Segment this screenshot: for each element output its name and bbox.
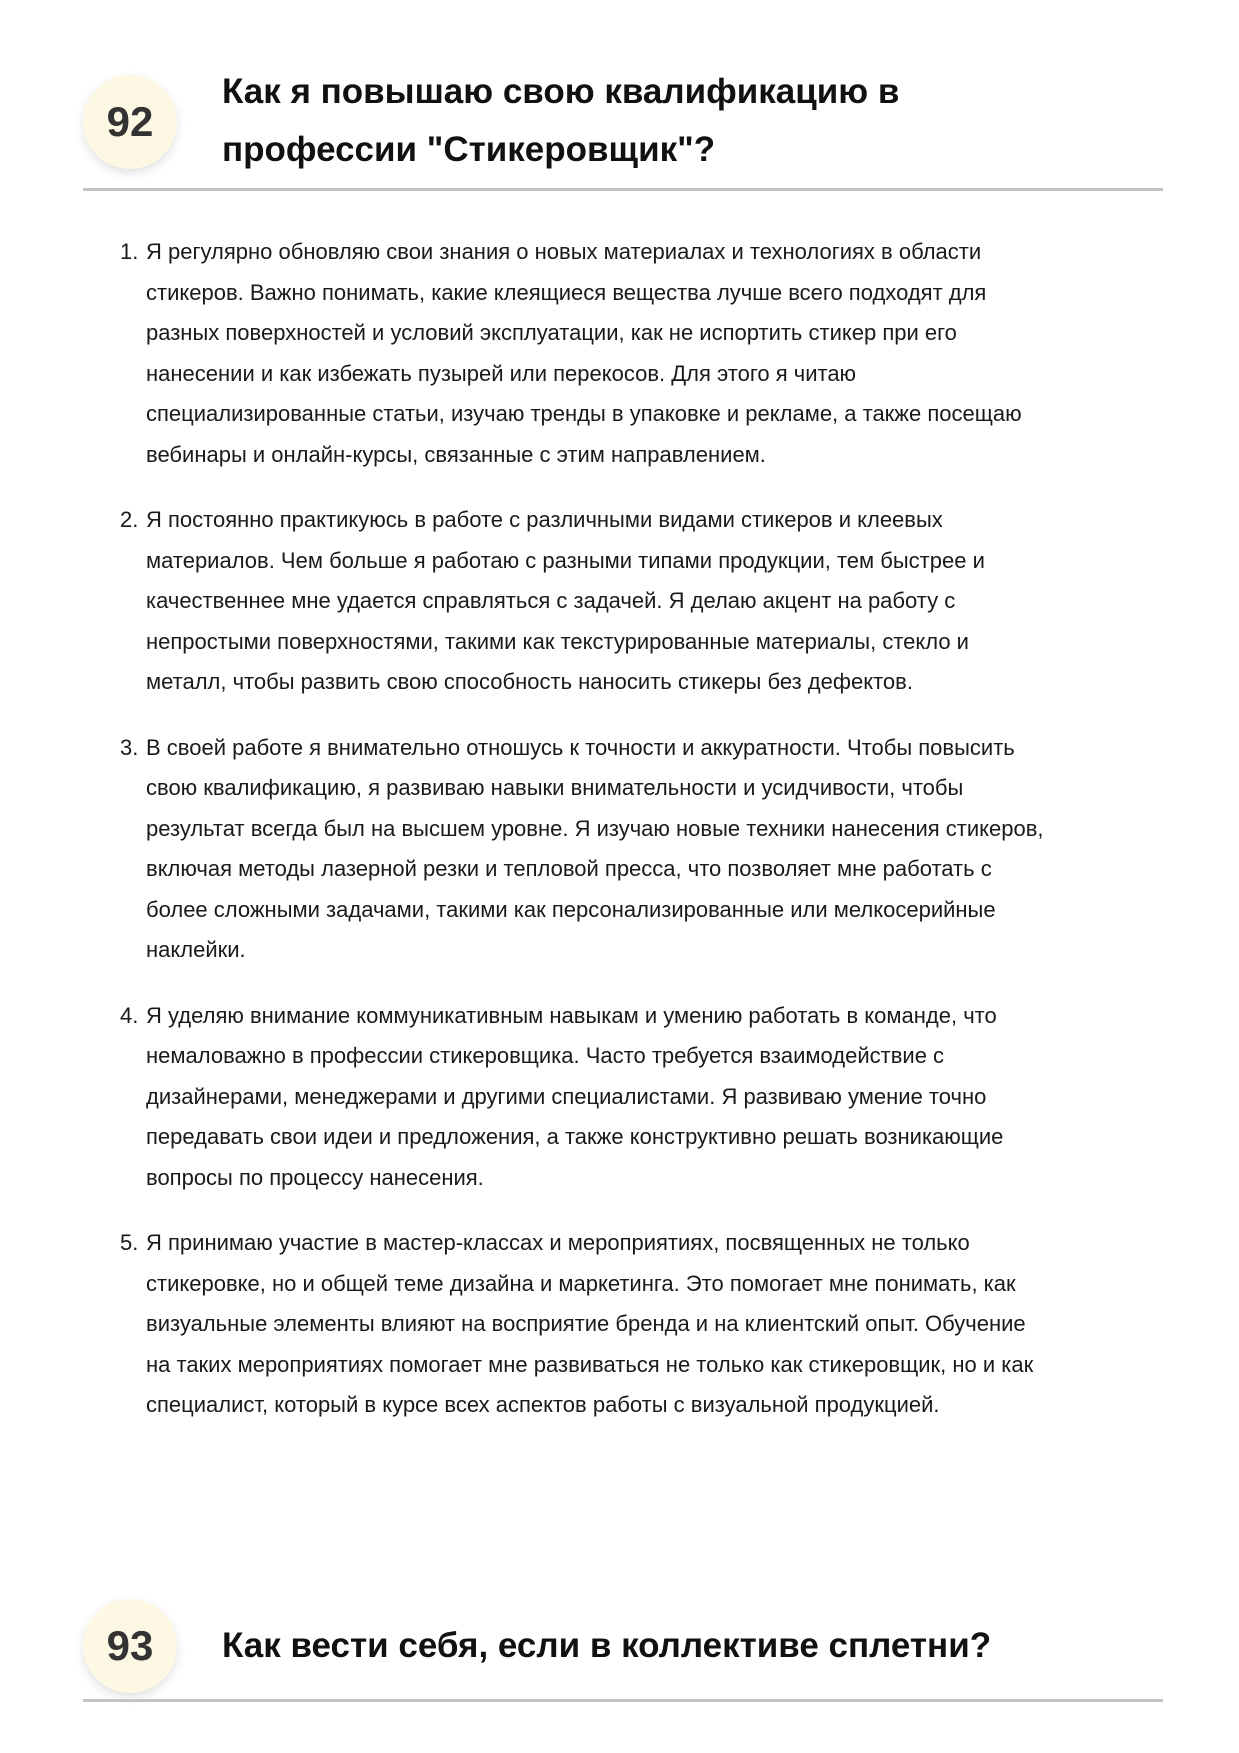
item-text-line: материалов. Чем больше я работаю с разными типами продукции, тем быстрее и — [146, 547, 985, 573]
question-number-badge: 92 — [83, 75, 177, 169]
item-text-line: вебинары и онлайн-курсы, связанные с этим направлением. — [146, 441, 766, 467]
item-text-line: включая методы лазерной резки и тепловой пресса, что позволяет мне работать с — [146, 856, 992, 881]
item-text-line: наклейки. — [146, 937, 246, 962]
item-text-line: немаловажно в профессии стикеровщика. Часто требуется взаимодействие с — [146, 1043, 945, 1068]
item-text-line: стикеров. Важно понимать, какие клеящиеся вещества лучше всего подходят для — [146, 279, 987, 305]
question-title — [222, 1617, 991, 1675]
item-number: 4. — [120, 1002, 139, 1028]
answer-list — [120, 232, 1180, 1451]
item-text-line: дизайнерами, менеджерами и другими специалистами. Я развиваю умение точно — [146, 1083, 987, 1109]
question-title — [222, 63, 899, 179]
item-text-line: непростыми поверхностями, такими как текстурированные материалы, стекло и — [146, 628, 969, 654]
title-line: Как вести себя, если в коллективе сплетни? — [222, 1626, 992, 1665]
item-text-line: Я постоянно практикуюсь в работе с различными видами стикеров и клеевых — [146, 507, 943, 532]
item-text-line: на таких мероприятиях помогает мне развиваться не только как стикеровщик, но и как — [146, 1351, 1034, 1377]
item-number: 3. — [120, 734, 139, 760]
title-line: Как я повышаю свою квалификацию в — [222, 72, 900, 111]
item-text-line: металл, чтобы развить свою способность наносить стикеры без дефектов. — [146, 669, 913, 694]
item-text-line: результат всегда был на высшем уровне. Я изучаю новые техники нанесения стикеров, — [146, 815, 1044, 841]
list-item — [120, 500, 1180, 703]
list-item — [120, 728, 1180, 971]
title-line: профессии "Стикеровщик"? — [222, 130, 716, 169]
item-text-line: Я регулярно обновляю свои знания о новых материалах и технологиях в области — [146, 239, 982, 264]
item-text-line: разных поверхностей и условий эксплуатации, как не испортить стикер при его — [146, 320, 957, 345]
item-text-line: более сложными задачами, такими как персонализированные или мелкосерийные — [146, 896, 996, 922]
item-text-line: визуальные элементы влияют на восприятие бренда и на клиентский опыт. Обучение — [146, 1311, 1026, 1336]
item-text-line: стикеровке, но и общей теме дизайна и маркетинга. Это помогает мне понимать, как — [146, 1270, 1016, 1296]
item-text-line: специалист, который в курсе всех аспектов работы с визуальной продукцией. — [146, 1392, 940, 1417]
item-text-line: свою квалификацию, я развиваю навыки внимательности и усидчивости, чтобы — [146, 775, 964, 800]
item-text-line: передавать свои идеи и предложения, а также конструктивно решать возникающие — [146, 1124, 1004, 1149]
item-text-line: В своей работе я внимательно отношусь к точности и аккуратности. Чтобы повысить — [146, 734, 1015, 760]
divider — [83, 188, 1163, 191]
list-item — [120, 1223, 1180, 1426]
item-text-line: Я принимаю участие в мастер-классах и мероприятиях, посвященных не только — [146, 1230, 970, 1255]
item-text-line: специализированные статьи, изучаю тренды в упаковке и рекламе, а также посещаю — [146, 401, 1022, 426]
list-item — [120, 232, 1180, 475]
item-number: 1. — [120, 239, 139, 264]
item-text-line: Я уделяю внимание коммуникативным навыкам и умению работать в команде, что — [146, 1002, 997, 1028]
question-number-badge: 93 — [83, 1599, 177, 1693]
item-text-line: качественнее мне удается справляться с задачей. Я делаю акцент на работу с — [146, 588, 956, 613]
list-item — [120, 996, 1180, 1199]
divider — [83, 1699, 1163, 1702]
item-text-line: вопросы по процессу нанесения. — [146, 1164, 484, 1190]
item-number: 5. — [120, 1230, 139, 1255]
item-text-line: нанесении и как избежать пузырей или перекосов. Для этого я читаю — [146, 360, 857, 386]
item-number: 2. — [120, 507, 139, 532]
